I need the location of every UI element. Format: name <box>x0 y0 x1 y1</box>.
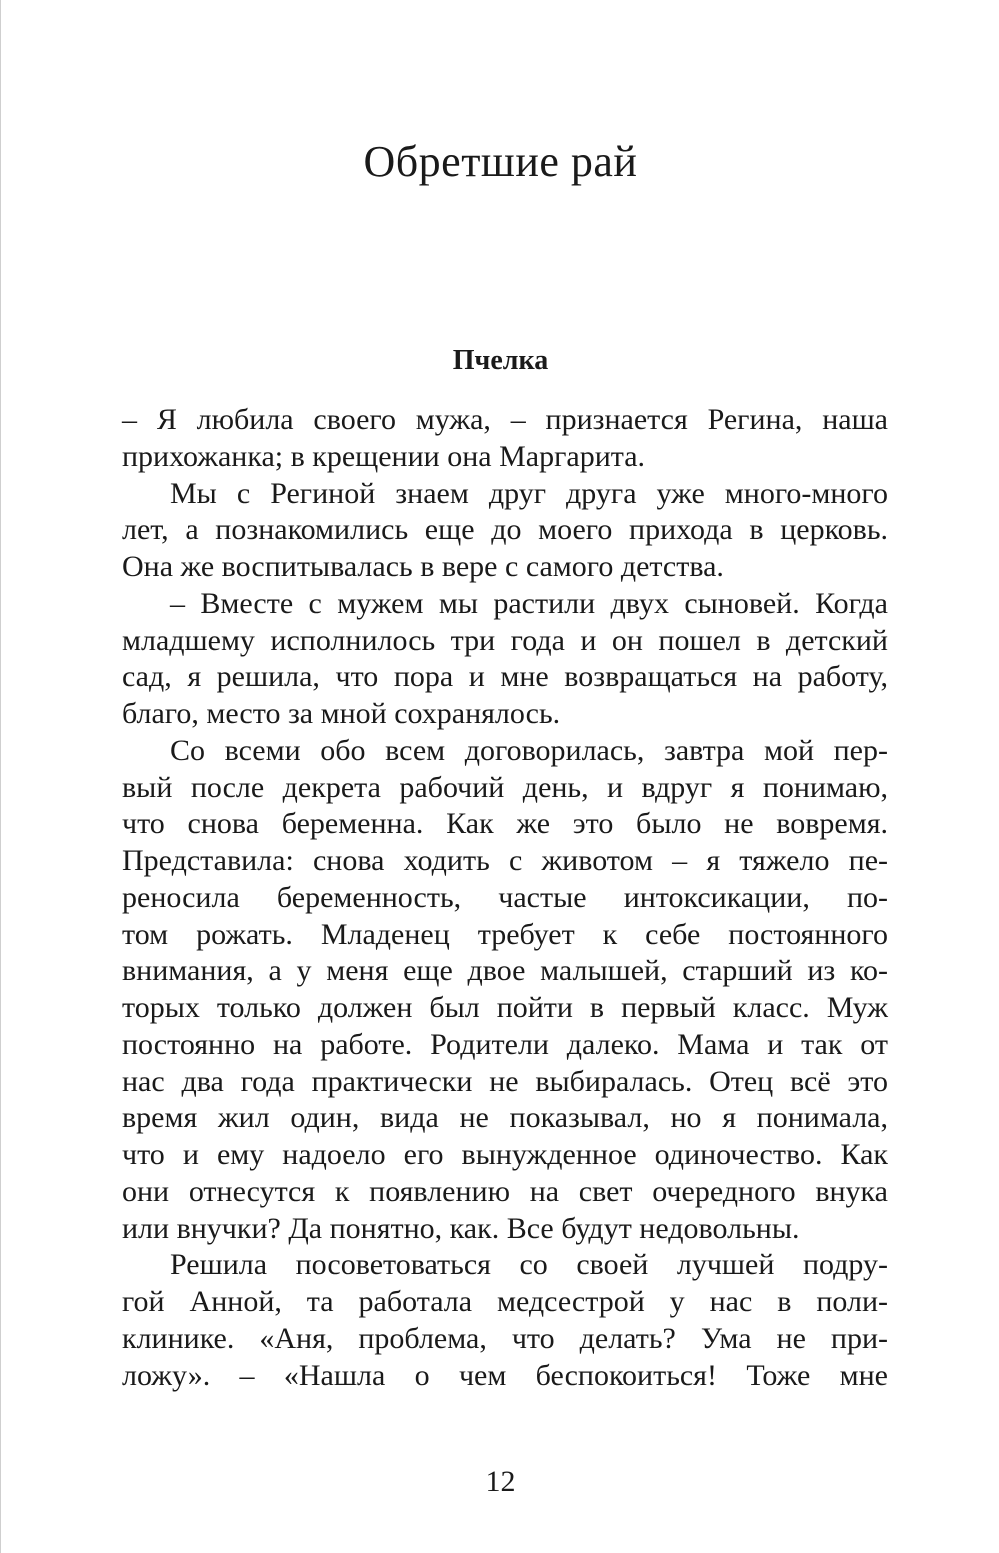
text-line: прихожанка; в крещении она Маргарита. <box>122 439 646 473</box>
text-line: сад, я решила, что пора и мне возвращаться на работу, <box>122 660 888 694</box>
text-line: клинике. «Аня, проблема, что делать? Ума не при- <box>122 1321 888 1355</box>
text-line: они отнесутся к появлению на свет очередного внука <box>122 1174 888 1208</box>
body-text <box>122 402 888 1394</box>
page-number: 12 <box>485 1465 516 1498</box>
text-line: гой Анной, та работала медсестрой у нас в поли- <box>122 1285 888 1318</box>
text-line: время жил один, вида не показывал, но я понимала, <box>122 1101 888 1135</box>
story-title: Пчелка <box>452 345 549 376</box>
text-line: Со всеми обо всем договорилась, завтра мой пер- <box>170 733 888 767</box>
text-line: лет, а познакомились еще до моего прихода в церковь. <box>122 513 888 547</box>
text-line: Решила посоветоваться со своей лучшей подру- <box>170 1248 888 1282</box>
text-line: реносила беременность, частые интоксикации, по- <box>122 880 888 914</box>
text-line: что и ему надоело его вынужденное одиночество. Как <box>122 1138 888 1171</box>
text-line: благо, место за мной сохранялось. <box>122 697 561 730</box>
section-title: Обретшие рай <box>363 137 638 186</box>
text-line: что снова беременна. Как же это было не вовремя. <box>122 807 888 841</box>
text-line: вый после декрета рабочий день, и вдруг я понимаю, <box>122 770 888 804</box>
text-line: том рожать. Младенец требует к себе постоянного <box>122 917 888 951</box>
text-line: – Вместе с мужем мы растили двух сыновей. Когда <box>170 586 888 620</box>
text-line: или внучки? Да понятно, как. Все будут недовольны. <box>122 1211 800 1245</box>
text-line: внимания, а у меня еще двое малышей, старший из ко- <box>122 954 888 988</box>
text-line: – Я любила своего мужа, – признается Регина, наша <box>122 403 888 436</box>
text-line: торых только должен был пойти в первый класс. Муж <box>122 991 888 1024</box>
text-line: ложу». – «Нашла о чем беспокоиться! Тоже мне <box>122 1358 888 1392</box>
text-line: нас два года практически не выбиралась. Отец всё это <box>122 1064 888 1098</box>
text-line: постоянно на работе. Родители далеко. Мама и так от <box>122 1027 888 1061</box>
text-line: Мы с Региной знаем друг друга уже много-много <box>170 476 888 510</box>
text-line: Представила: снова ходить с животом – я тяжело пе- <box>122 844 888 877</box>
text-line: Она же воспитывалась в вере с самого детства. <box>122 550 724 583</box>
text-line: младшему исполнилось три года и он пошел в детский <box>122 623 888 657</box>
